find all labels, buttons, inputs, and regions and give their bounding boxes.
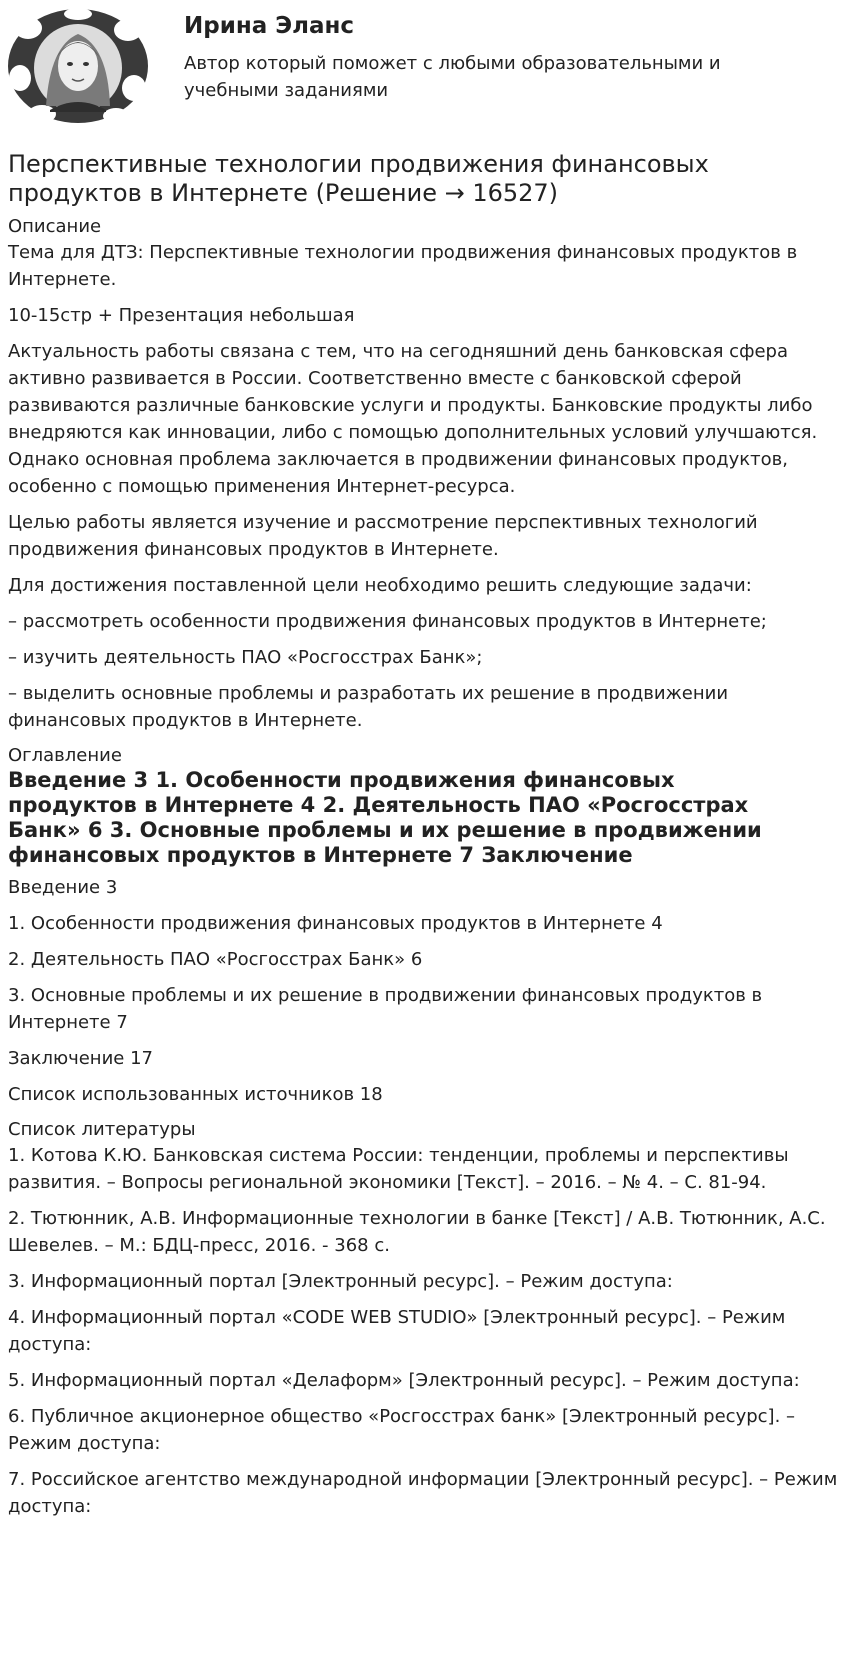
task-item: – рассмотреть особенности продвижения финансовых продуктов в Интернете;	[8, 611, 767, 632]
literature-item: 6. Публичное акционерное общество «Росгосстрах банк» [Электронный ресурс]. – Режим доступа:	[8, 1406, 796, 1454]
description-paragraph: Целью работы является изучение и рассмотрение перспективных технологий продвижения финансовых продуктов в Интернете.	[8, 512, 758, 560]
literature-item: 7. Российское агентство международной информации [Электронный ресурс]. – Режим доступа:	[8, 1469, 838, 1517]
toc-item: Список использованных источников 18	[8, 1084, 383, 1105]
author-card	[0, 0, 847, 140]
literature-item: 5. Информационный портал «Делаформ» [Электронный ресурс]. – Режим доступа:	[8, 1370, 800, 1391]
page-title: Перспективные технологии продвижения финансовых продуктов в Интернете (Решение → 16527)	[8, 150, 709, 207]
toc-summary: Введение 3 1. Особенности продвижения финансовых продуктов в Интернете 4 2. Деятельность ПАО «Росгосстрах Банк» 6 3. Основные проблемы и их решение в продвижении финансовых продуктов в Интернете 7 Заключение	[8, 768, 762, 867]
literature-item: 1. Котова К.Ю. Банковская система России: тенденции, проблемы и перспективы развития. – Вопросы региональной экономики [Текст]. – 2016. – № 4. – С. 81-94.	[8, 1145, 789, 1193]
toc-item: 3. Основные проблемы и их решение в продвижении финансовых продуктов в Интернете 7	[8, 985, 763, 1033]
toc-item: 1. Особенности продвижения финансовых продуктов в Интернете 4	[8, 913, 663, 934]
literature-item: 2. Тютюнник, А.В. Информационные технологии в банке [Текст] / А.В. Тютюнник, А.С. Шевелев. – М.: БДЦ-пресс, 2016. - 368 с.	[8, 1208, 826, 1256]
author-name[interactable]: Ирина Эланс	[184, 13, 355, 39]
toc-label: Оглавление	[8, 745, 122, 766]
description-paragraph: Для достижения поставленной цели необходимо решить следующие задачи:	[8, 575, 752, 596]
toc-item: 2. Деятельность ПАО «Росгосстрах Банк» 6	[8, 949, 423, 970]
avatar[interactable]	[6, 6, 150, 126]
description-paragraph: 10-15стр + Презентация небольшая	[8, 305, 355, 326]
literature-label: Список литературы	[8, 1119, 196, 1140]
literature-item: 3. Информационный портал [Электронный ресурс]. – Режим доступа:	[8, 1271, 673, 1292]
toc-item: Заключение 17	[8, 1048, 153, 1069]
literature-item: 4. Информационный портал «CODE WEB STUDIO» [Электронный ресурс]. – Режим доступа:	[8, 1307, 786, 1355]
task-item: – изучить деятельность ПАО «Росгосстрах Банк»;	[8, 647, 483, 668]
description-label: Описание	[8, 216, 102, 237]
description-paragraph: Тема для ДТЗ: Перспективные технологии продвижения финансовых продуктов в Интернете.	[8, 242, 798, 290]
toc-item: Введение 3	[8, 877, 118, 898]
avatar-image	[6, 6, 150, 126]
description-paragraph: Актуальность работы связана с тем, что на сегодняшний день банковская сфера активно развивается в России. Соответственно вместе с банковской сферой развиваются различные банковские услуги и продукты. Банковские продукты либо внедряются как инновации, либо с помощью дополнительных условий улучшаются. Однако основная проблема заключается в продвижении финансовых продуктов, особенно с помощью применения Интернет-ресурса.	[8, 341, 818, 497]
document-content	[0, 150, 847, 1520]
author-description: Автор который поможет с любыми образовательными и учебными заданиями	[184, 53, 721, 101]
task-item: – выделить основные проблемы и разработать их решение в продвижении финансовых продуктов в Интернете.	[8, 683, 729, 731]
